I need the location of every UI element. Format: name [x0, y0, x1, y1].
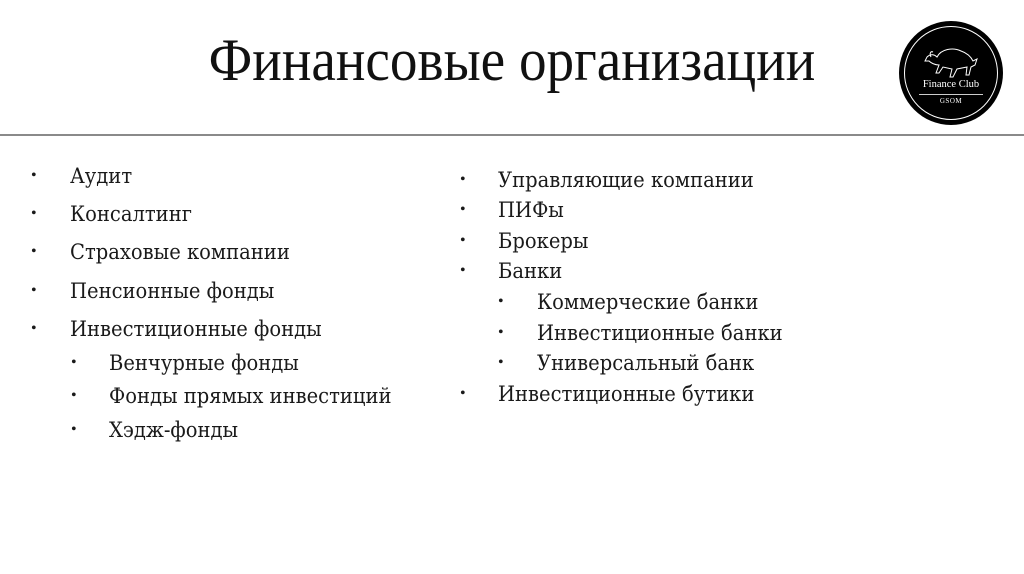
- list-item-banks: Банки: [498, 259, 563, 283]
- logo-divider: [919, 94, 983, 95]
- bullet-icon: •: [71, 387, 77, 404]
- list-subitem-private-equity: Фонды прямых инвестиций: [109, 384, 392, 408]
- logo-subtitle: GSOM: [939, 97, 963, 105]
- bullet-icon: •: [71, 354, 77, 371]
- title-divider: [0, 134, 1024, 136]
- bull-icon: [921, 43, 981, 79]
- list-item-investment-boutiques: Инвестиционные бутики: [498, 382, 755, 406]
- list-subitem-hedge-funds: Хэдж-фонды: [109, 418, 239, 442]
- bullet-icon: •: [498, 324, 504, 341]
- list-subitem-venture-funds: Венчурные фонды: [109, 351, 299, 375]
- list-item-investment-funds: Инвестиционные фонды: [70, 317, 322, 341]
- list-item-audit: Аудит: [70, 164, 133, 188]
- list-item-pension-funds: Пенсионные фонды: [70, 279, 275, 303]
- bullet-icon: •: [31, 167, 37, 184]
- list-item-management-companies: Управляющие компании: [498, 168, 754, 192]
- bullet-icon: •: [460, 232, 466, 249]
- bullet-icon: •: [460, 262, 466, 279]
- bullet-icon: •: [31, 282, 37, 299]
- bullet-icon: •: [460, 385, 466, 402]
- bullet-icon: •: [460, 171, 466, 188]
- slide-title: Финансовые организации: [208, 27, 816, 93]
- finance-club-logo: [899, 21, 1003, 125]
- logo-title: Finance Club: [922, 79, 980, 90]
- list-item-insurance: Страховые компании: [70, 240, 290, 264]
- bullet-icon: •: [498, 293, 504, 310]
- list-item-mutual-funds: ПИФы: [498, 198, 564, 222]
- bullet-icon: •: [31, 205, 37, 222]
- bullet-icon: •: [71, 421, 77, 438]
- list-subitem-investment-banks: Инвестиционные банки: [537, 321, 783, 345]
- bullet-icon: •: [31, 320, 37, 337]
- bullet-icon: •: [31, 243, 37, 260]
- list-subitem-universal-bank: Универсальный банк: [537, 351, 755, 375]
- bullet-icon: •: [460, 201, 466, 218]
- list-item-consulting: Консалтинг: [70, 202, 192, 226]
- list-item-brokers: Брокеры: [498, 229, 589, 253]
- list-subitem-commercial-banks: Коммерческие банки: [537, 290, 759, 314]
- bullet-icon: •: [498, 354, 504, 371]
